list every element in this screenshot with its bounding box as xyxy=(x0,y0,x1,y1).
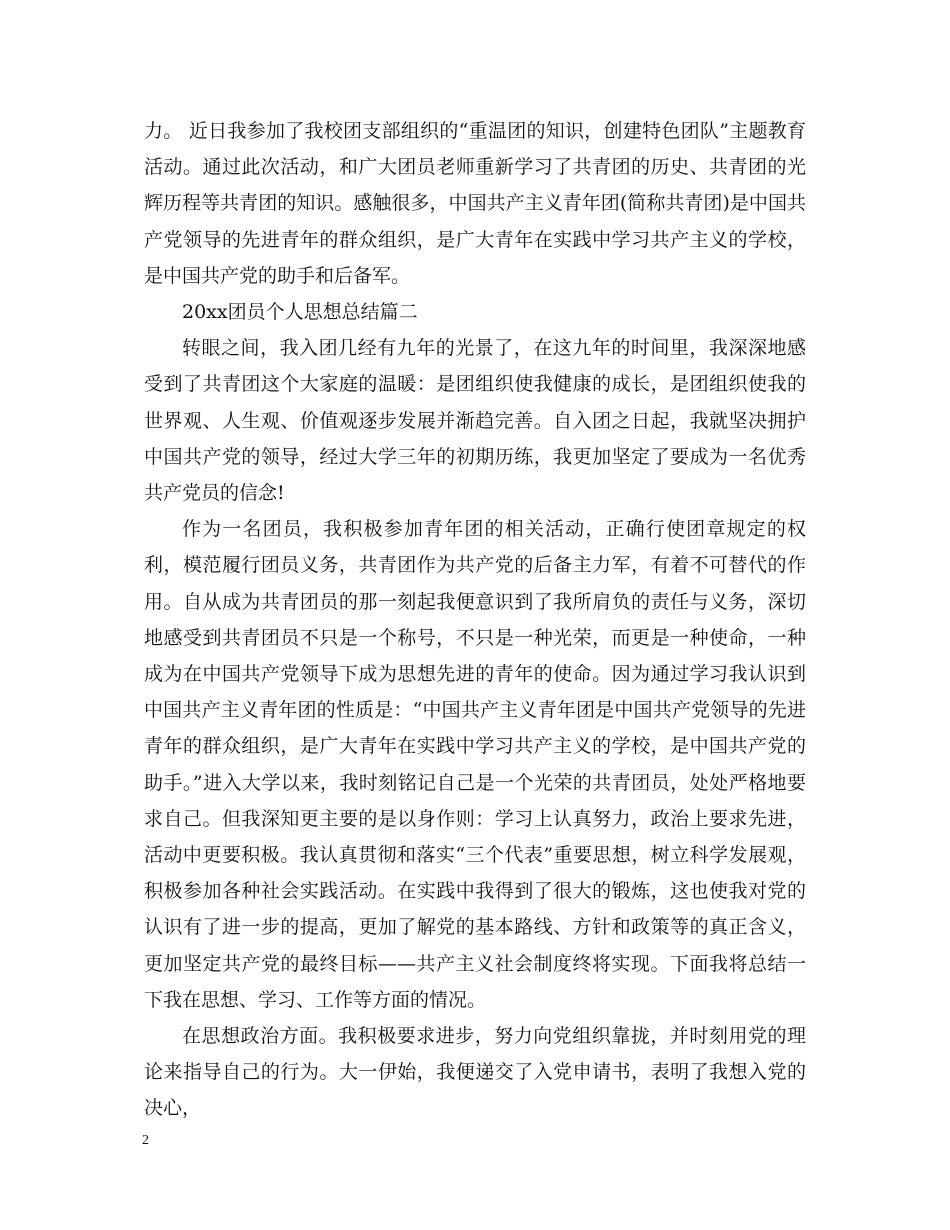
paragraph-main: 作为一名团员，我积极参加青年团的相关活动，正确行使团章规定的权利，模范履行团员义务，共青团作为共产党的后备主力军，有着不可替代的作用。自从成为共青团员的那一刻起我便意识到了我所肩负的责任与义务，深切地感受到共青团员不只是一个称号，不只是一种光荣，而更是一种使命，一种成为在中国共产党领导下成为思想先进的青年的使命。因为通过学习我认识到中国共产主义青年团的性质是：“中国共产主义青年团是中国共产党领导的先进青年的群众组织，是广大青年在实践中学习共产主义的学校，是中国共产党的助手。”进入大学以来，我时刻铭记自己是一个光荣的共青团员，处处严格地要求自己。但我深知更主要的是以身作则：学习上认真努力，政治上要求先进，活动中更要积极。我认真贯彻和落实“三个代表”重要思想，树立科学发展观，积极参加各种社会实践活动。在实践中我得到了很大的锻炼，这也使我对党的认识有了进一步的提高，更加了解党的基本路线、方针和政策等的真正含义，更加坚定共产党的最终目标——共产主义社会制度终将实现。下面我将总结一下我在思想、学习、工作等方面的情况。 xyxy=(144,518,806,1011)
document-body xyxy=(144,113,806,1127)
paragraph-political: 在思想政治方面。我积极要求进步，努力向党组织靠拢，并时刻用党的理论来指导自己的行为。大一伊始，我便递交了入党申请书，表明了我想入党的决心， xyxy=(144,1025,806,1120)
section-heading: 20xx团员个人思想总结篇二 xyxy=(182,301,418,324)
page-number: 2 xyxy=(142,1133,149,1148)
paragraph-intro: 转眼之间，我入团几经有九年的光景了，在这九年的时间里，我深深地感受到了共青团这个大家庭的温暖：是团组织使我健康的成长，是团组织使我的世界观、人生观、价值观逐步发展并渐趋完善。自入团之日起，我就坚决拥护中国共产党的领导，经过大学三年的初期历练，我更加坚定了要成为一名优秀共产党员的信念! xyxy=(144,337,806,505)
paragraph-continuation: 力。 近日我参加了我校团支部组织的“重温团的知识，创建特色团队”主题教育活动。通过此次活动，和广大团员老师重新学习了共青团的历史、共青团的光辉历程等共青团的知识。感触很多，中国共产主义青年团(简称共青团)是中国共产党领导的先进青年的群众组织，是广大青年在实践中学习共产主义的学校，是中国共产党的助手和后备军。 xyxy=(144,120,806,287)
